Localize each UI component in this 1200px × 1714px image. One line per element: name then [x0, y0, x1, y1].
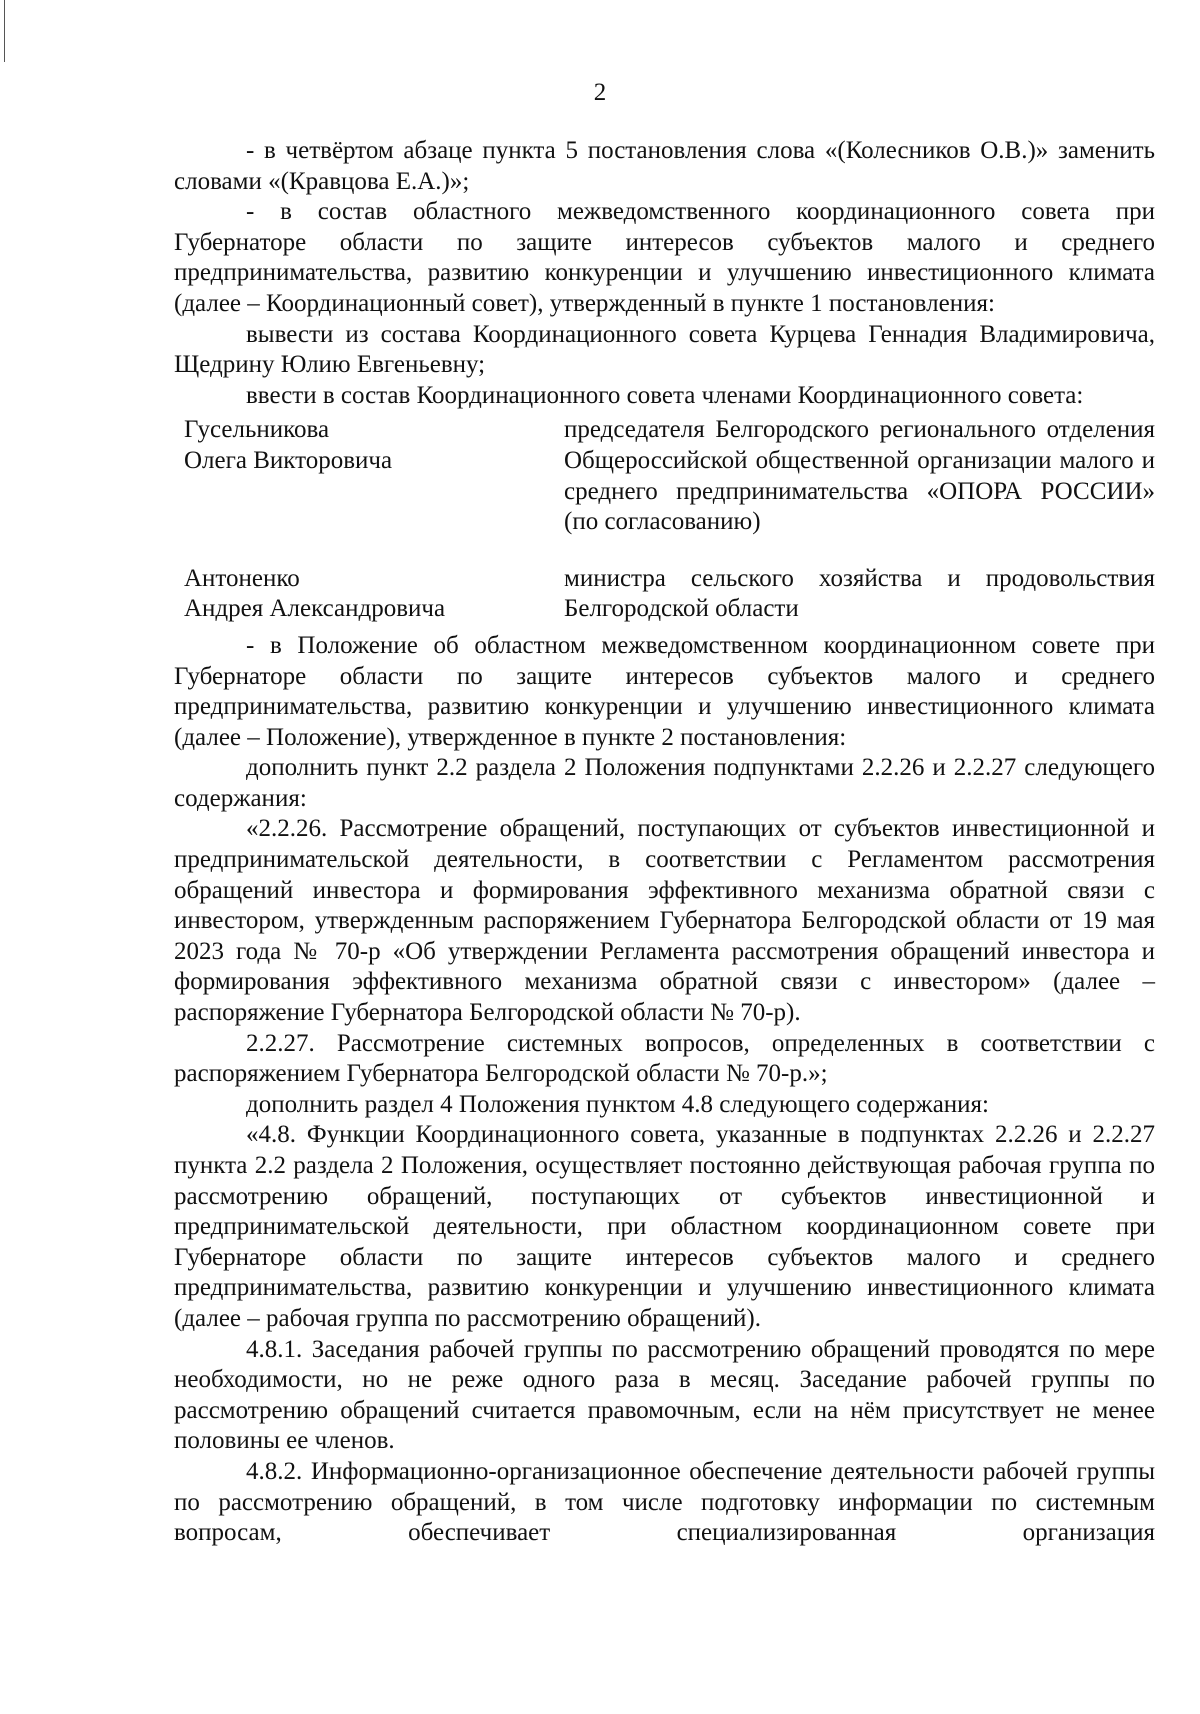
paragraph: «2.2.26. Рассмотрение обращений, поступающих от субъектов инвестиционной и предпринимательской деятельности, в соответствии с Регламентом рассмотрения обращений инвестора и формирования эффективного механизма обратной связи с инвестором, утвержденным распоряжением Губернатора Белгородской области от 19 мая 2023 года № 70-р «Об утверждении Регламента рассмотрения обращений инвестора и формирования эффективного механизма обратной связи с инвестором» (далее – распоряжение Губернатора Белгородской области № 70-р).	[174, 815, 1155, 1027]
document-body-continued	[174, 631, 1155, 1549]
member-position: председателя Белгородского регионального отделения Общероссийской общественной организации малого и среднего предпринимательства «ОПОРА РОССИИ» (по согласованию)	[564, 416, 1155, 536]
member-name	[174, 564, 554, 625]
member-surname: Гусельникова	[184, 416, 330, 444]
member-position: министра сельского хозяйства и продовольствия Белгородской области	[564, 564, 1155, 623]
paragraph: - в Положение об областном межведомственном координационном совете при Губернаторе области по защите интересов субъектов малого и среднего предпринимательства, развитию конкуренции и улучшению инвестиционного климата (далее – Положение), утвержденное в пункте 2 постановления:	[174, 631, 1155, 751]
paragraph: 4.8.2. Информационно-организационное обеспечение деятельности рабочей группы по рассмотрению обращений, в том числе подготовку информации по системным вопросам, обеспечивает специализированная организация	[174, 1457, 1155, 1547]
member-entry	[174, 415, 1155, 537]
member-given-names: Андрея Александровича	[184, 595, 446, 623]
members-list	[174, 415, 1155, 625]
paragraph: 4.8.1. Заседания рабочей группы по рассмотрению обращений проводятся по мере необходимости, но не реже одного раза в месяц. Заседание рабочей группы по рассмотрению обращений считается правомочным, если на нём присутствует не менее половины ее членов.	[174, 1335, 1155, 1455]
paragraph: 2.2.27. Рассмотрение системных вопросов, определенных в соответствии с распоряжением Губернатора Белгородской области № 70-р.»;	[174, 1029, 1155, 1088]
document-body	[174, 136, 1155, 1549]
paragraph: - в состав областного межведомственного координационного совета при Губернаторе области по защите интересов субъектов малого и среднего предпринимательства, развитию конкуренции и улучшению инвестиционного климата (далее – Координационный совет), утвержденный в пункте 1 постановления:	[174, 198, 1155, 317]
member-entry	[174, 564, 1155, 625]
paragraph: дополнить пункт 2.2 раздела 2 Положения подпунктами 2.2.26 и 2.2.27 следующего содержания:	[174, 754, 1155, 812]
paragraph: вывести из состава Координационного совета Курцева Геннадия Владимировича, Щедрину Юлию Евгеньевну;	[174, 320, 1155, 379]
scan-edge-line	[4, 0, 5, 62]
paragraph: - в четвёртом абзаце пункта 5 постановления слова «(Колесников О.В.)» заменить словами «(Кравцова Е.А.)»;	[174, 137, 1155, 195]
member-surname: Антоненко	[184, 564, 300, 592]
paragraph: «4.8. Функции Координационного совета, указанные в подпунктах 2.2.26 и 2.2.27 пункта 2.2 раздела 2 Положения, осуществляет постоянно действующая рабочая группа по рассмотрению обращений, поступающих от субъектов инвестиционной и предпринимательской деятельности, при областном координационном совете при Губернаторе области по защите интересов субъектов малого и среднего предпринимательства, развитию конкуренции и улучшению инвестиционного климата (далее – рабочая группа по рассмотрению обращений).	[174, 1121, 1155, 1332]
page-number: 2	[593, 79, 607, 106]
member-name	[174, 415, 554, 537]
paragraph: ввести в состав Координационного совета членами Координационного совета:	[246, 381, 1084, 409]
paragraph: дополнить раздел 4 Положения пунктом 4.8 следующего содержания:	[246, 1090, 990, 1118]
member-given-names: Олега Викторовича	[184, 446, 393, 474]
